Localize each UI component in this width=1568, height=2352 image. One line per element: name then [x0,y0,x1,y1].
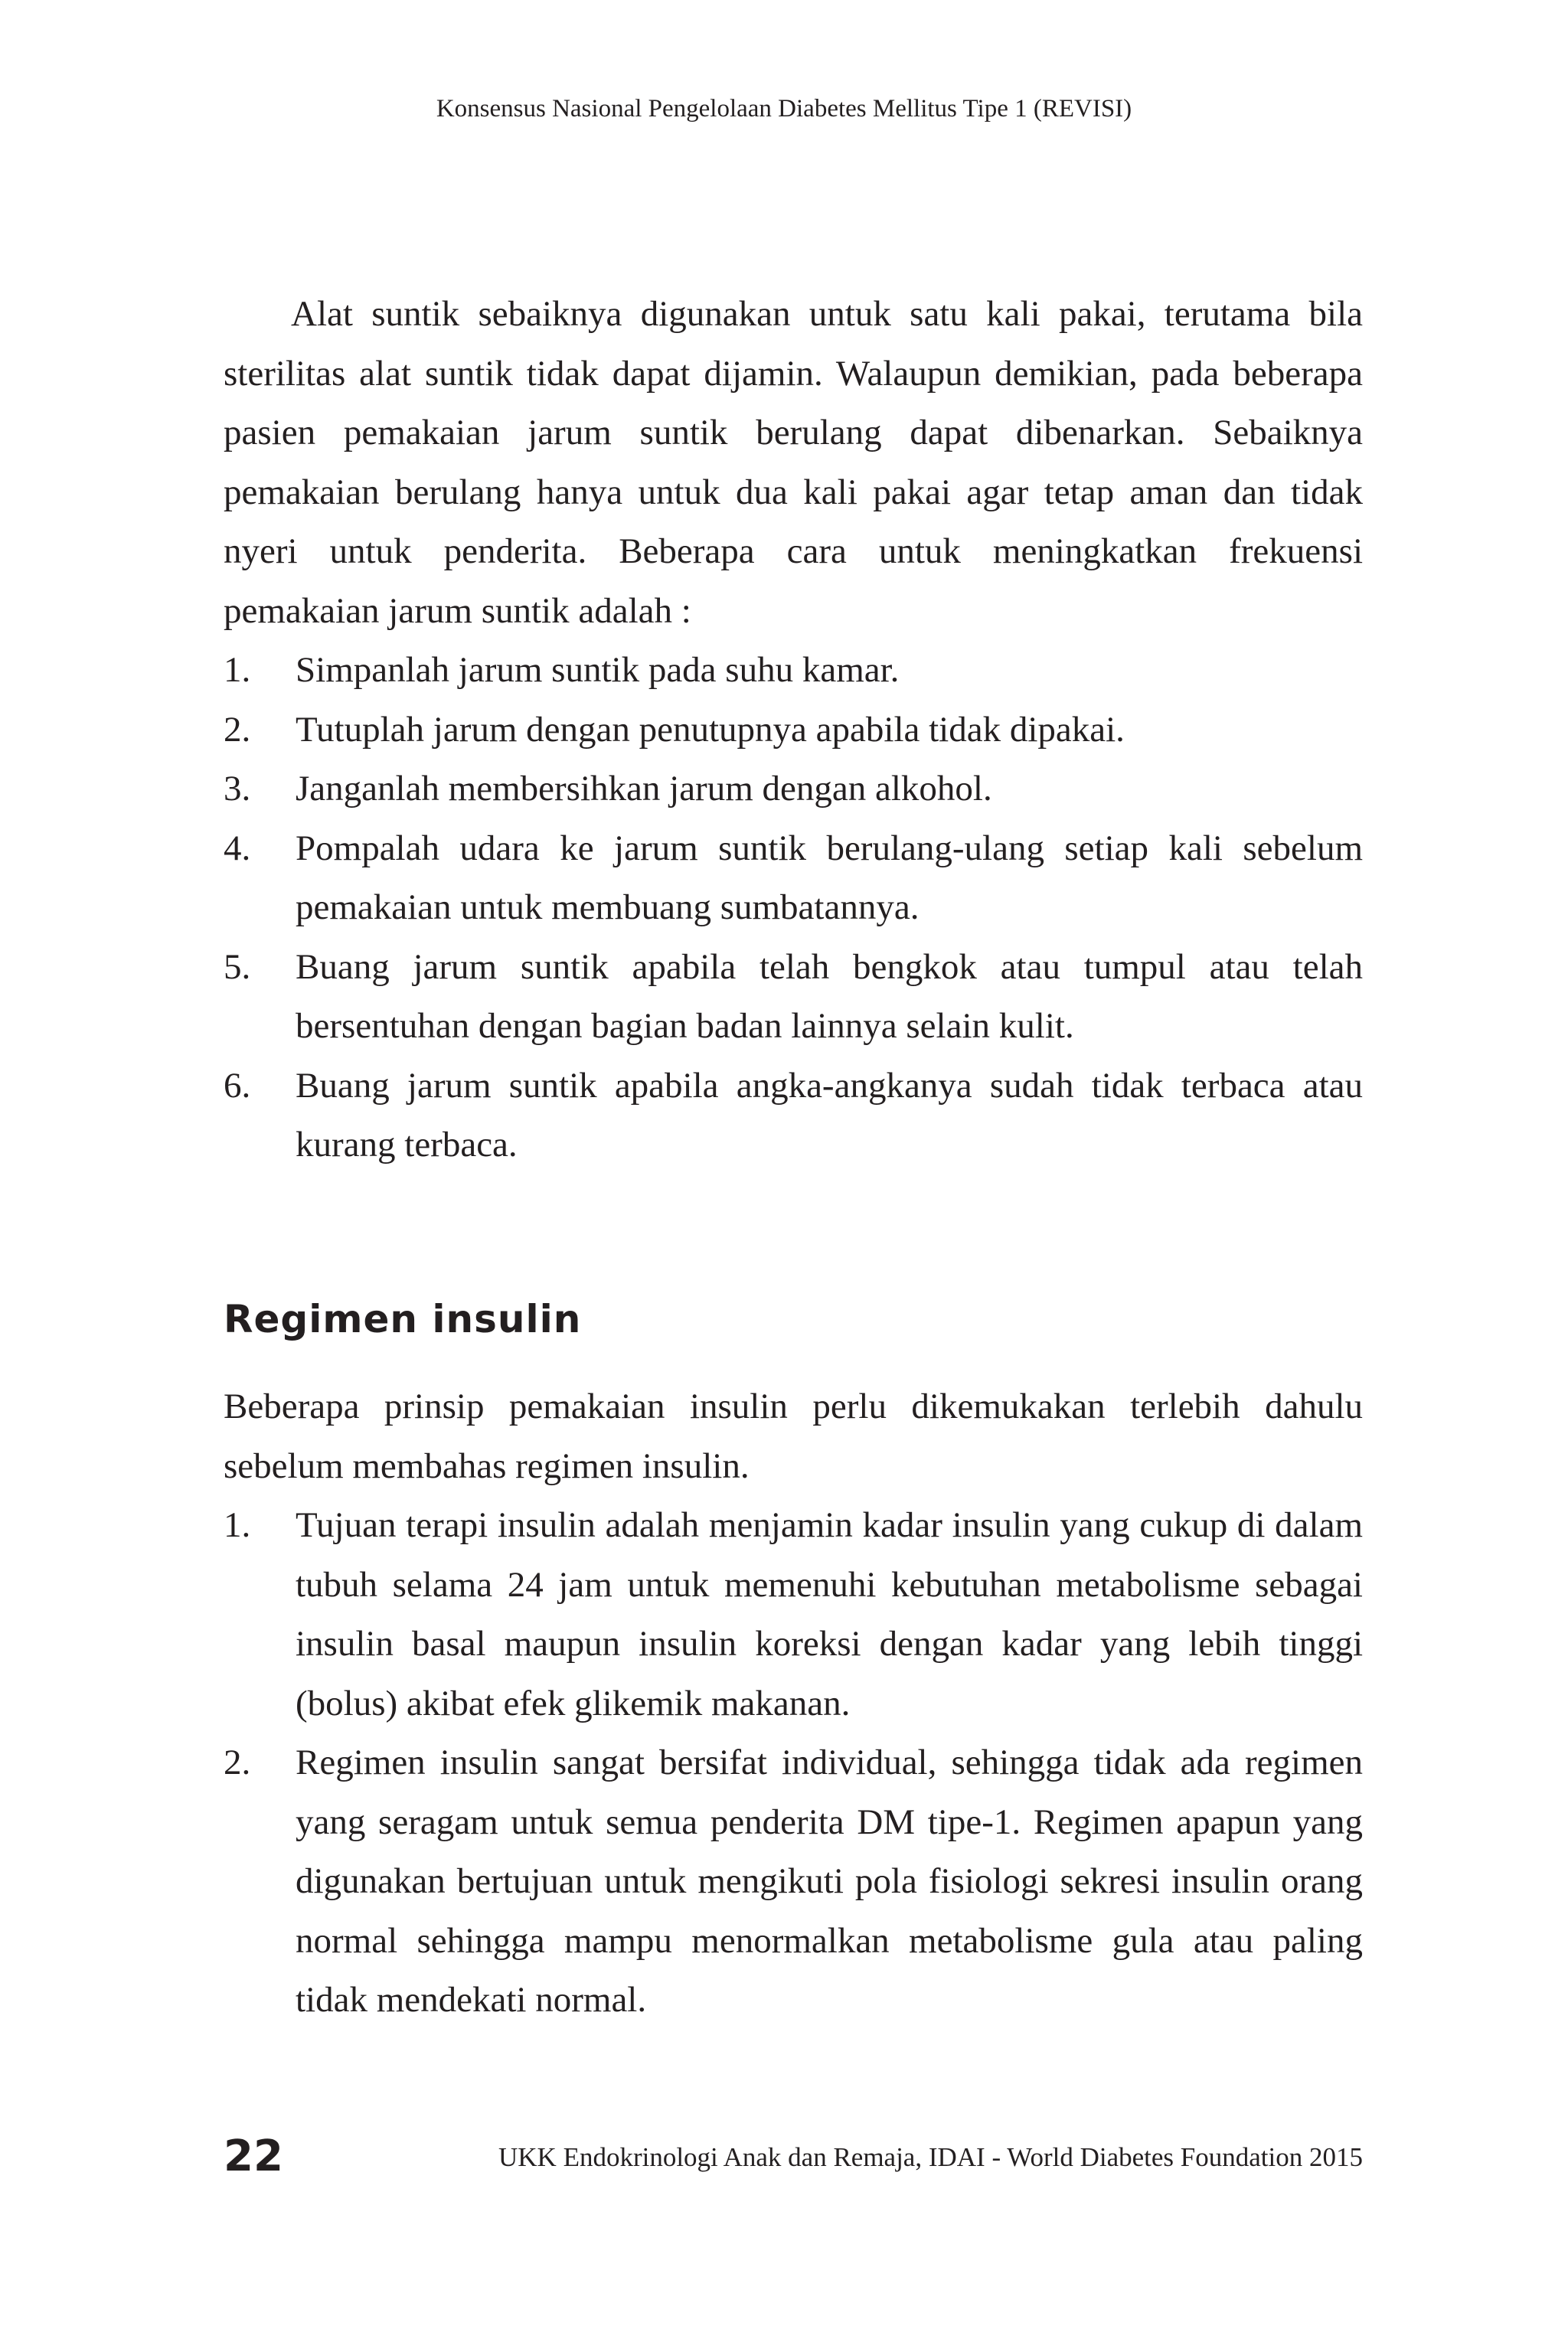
list-item [224,1496,1363,1733]
list-text: Tutuplah jarum dengan penutupnya apabila tidak dipakai. [296,709,1125,750]
list-item [224,819,1363,938]
page-number: 22 [224,2132,283,2181]
list-number: 2. [224,1743,251,1782]
list-number: 6. [224,1065,251,1106]
section-paragraph: Beberapa prinsip pemakaian insulin perlu dikemukakan terlebih dahulu sebelum membahas regimen insulin. [224,1387,1363,1486]
list-number: 2. [224,709,251,750]
list-number: 1. [224,1505,251,1545]
page-footer [224,2130,1363,2184]
list-text: Tujuan terapi insulin adalah menjamin kadar insulin yang cukup di dalam tubuh selama 24 jam untuk memenuhi kebutuhan metabolisme sebagai insulin basal maupun insulin koreksi dengan kadar yang lebih tinggi (bolus) akibat efek glikemik makanan. [296,1505,1363,1723]
list-text: Pompalah udara ke jarum suntik berulang-ulang setiap kali sebelum pemakaian untuk membuang sumbatannya. [296,828,1363,927]
list-number: 5. [224,946,251,987]
running-header: Konsensus Nasional Pengelolaan Diabetes Mellitus Tipe 1 (REVISI) [436,95,1132,122]
list-number: 1. [224,650,251,690]
list-item [224,938,1363,1057]
principles-list [224,1496,1363,2030]
list-number: 4. [224,828,251,868]
list-item [224,701,1363,760]
regimen-insulin-section [224,1296,1363,2030]
list-text: Buang jarum suntik apabila angka-angkanya sudah tidak terbaca atau kurang terbaca. [296,1065,1363,1165]
list-item [224,760,1363,819]
intro-paragraph: Alat suntik sebaiknya digunakan untuk satu kali pakai, terutama bila sterilitas alat suntik tidak dapat dijamin. Walaupun demikian, pada beberapa pasien pemakaian jarum suntik berulang dapat dibenarkan. Sebaiknya pemakaian berulang hanya untuk dua kali pakai agar tetap aman dan tidak nyeri untuk penderita. Beberapa cara untuk meningkatkan frekuensi pemakaian jarum suntik adalah : [224,294,1363,631]
list-item [224,1733,1363,2030]
list-text: Regimen insulin sangat bersifat individual, sehingga tidak ada regimen yang seragam untuk semua penderita DM tipe-1. Regimen apapun yang digunakan bertujuan untuk mengikuti pola fisiologi sekresi insulin orang normal sehingga mampu menormalkan metabolisme gula atau paling tidak mendekati normal. [296,1743,1363,2020]
list-item [224,1057,1363,1175]
intro-block [224,285,1363,1175]
section-heading: Regimen insulin [224,1297,582,1341]
list-text: Janganlah membersihkan jarum dengan alkohol. [296,769,992,808]
list-text: Buang jarum suntik apabila telah bengkok atau tumpul atau telah bersentuhan dengan bagian badan lainnya selain kulit. [296,946,1363,1046]
footer-publisher: UKK Endokrinologi Anak dan Remaja, IDAI - World Diabetes Foundation 2015 [498,2142,1363,2172]
needle-reuse-list [224,641,1363,1175]
section-body [224,1377,1363,2030]
list-item [224,641,1363,701]
list-text: Simpanlah jarum suntik pada suhu kamar. [296,650,900,690]
list-number: 3. [224,769,251,808]
